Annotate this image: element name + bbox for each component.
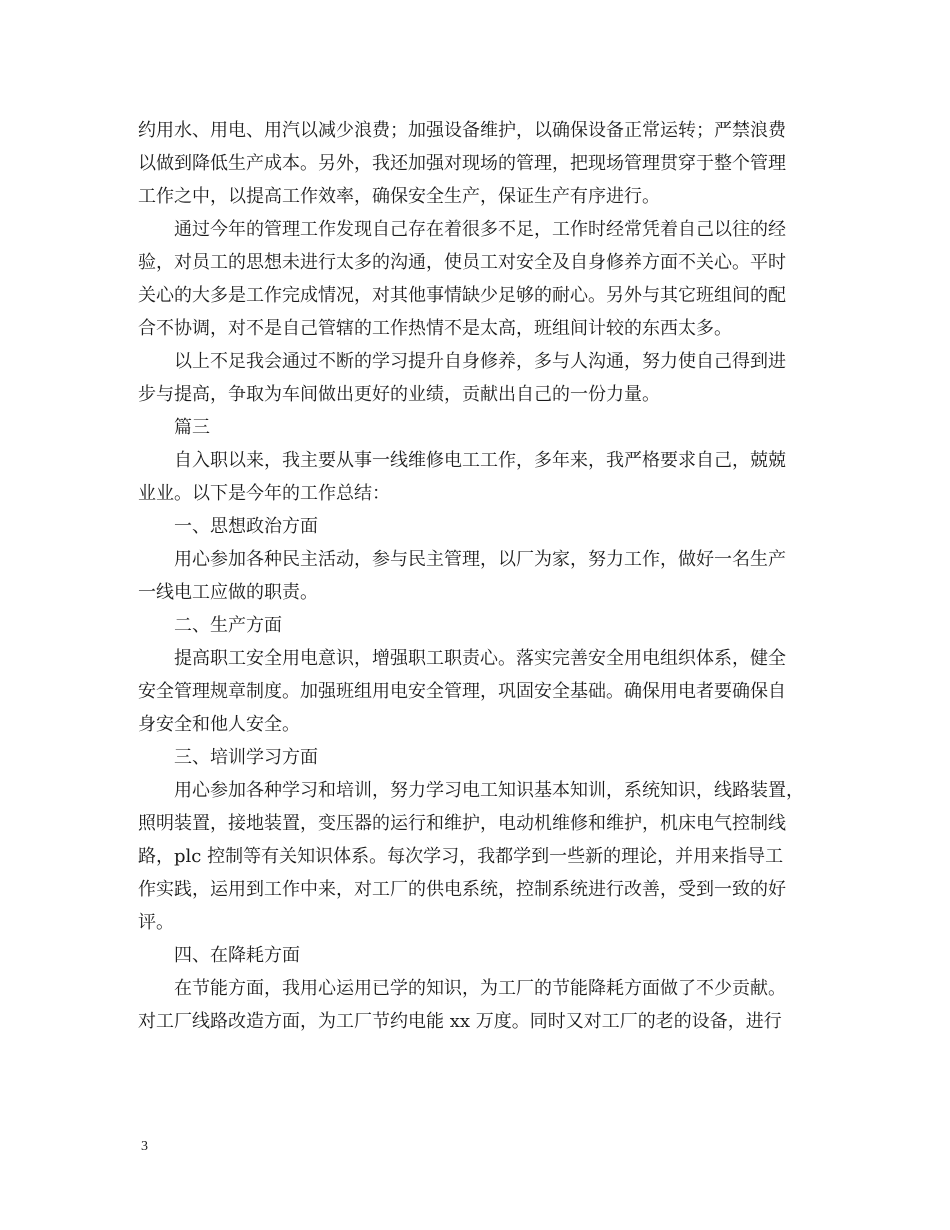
paragraph [138, 444, 828, 510]
paragraph-line: 一线电工应做的职责。 [138, 582, 318, 603]
paragraph [138, 972, 828, 1038]
paragraph-line: 评。 [138, 912, 174, 933]
paragraph-line: 在节能方面，我用心运用已学的知识，为工厂的节能降耗方面做了不少贡献。 [174, 978, 786, 999]
paragraph-line: 篇三 [174, 417, 210, 438]
paragraph-line: 提高职工安全用电意识，增强职工职责心。落实完善安全用电组织体系，健全 [174, 648, 786, 669]
paragraph-line: 通过今年的管理工作发现自己存在着很多不足，工作时经常凭着自己以往的经 [174, 219, 786, 240]
paragraph [138, 543, 828, 609]
paragraph-line: 步与提高，争取为车间做出更好的业绩，贡献出自己的一份力量。 [138, 384, 660, 405]
paragraph-line: 二、生产方面 [174, 615, 282, 636]
paragraph-line: 对工厂线路改造方面，为工厂节约电能 xx 万度。同时又对工厂的老的设备，进行 [138, 1011, 782, 1032]
paragraph-line: 照明装置，接地装置，变压器的运行和维护，电动机维修和维护，机床电气控制线 [138, 813, 786, 834]
paragraph-line: 自入职以来，我主要从事一线维修电工工作，多年来，我严格要求自己，兢兢 [174, 450, 786, 471]
paragraph-line: 合不协调，对不是自己管辖的工作热情不是太高，班组间计较的东西太多。 [138, 318, 732, 339]
paragraph-line: 以上不足我会通过不断的学习提升自身修养，多与人沟通，努力使自己得到进 [174, 351, 786, 372]
paragraph-line: 业业。以下是今年的工作总结： [138, 483, 390, 504]
paragraph-line: 验，对员工的思想未进行太多的沟通，使员工对安全及自身修养方面不关心。平时 [138, 252, 786, 273]
paragraph-line: 工作之中，以提高工作效率，确保安全生产，保证生产有序进行。 [138, 186, 660, 207]
paragraph-line: 三、培训学习方面 [174, 747, 318, 768]
paragraph-line: 四、在降耗方面 [174, 945, 300, 966]
paragraph-line: 用心参加各种学习和培训，努力学习电工知识基本知训，系统知识，线路装置， [174, 780, 804, 801]
paragraph-line: 安全管理规章制度。加强班组用电安全管理，巩固安全基础。确保用电者要确保自 [138, 681, 786, 702]
paragraph [138, 774, 828, 939]
paragraph [138, 510, 828, 543]
paragraph [138, 939, 828, 972]
paragraph [138, 642, 828, 741]
paragraph-line: 约用水、用电、用汽以减少浪费；加强设备维护，以确保设备正常运转；严禁浪费 [138, 120, 786, 141]
paragraph [138, 411, 828, 444]
paragraph-line: 用心参加各种民主活动，参与民主管理，以厂为家，努力工作，做好一名生产 [174, 549, 786, 570]
paragraph-line: 一、思想政治方面 [174, 516, 318, 537]
paragraph [138, 213, 828, 345]
paragraph-line: 以做到降低生产成本。另外，我还加强对现场的管理，把现场管理贯穿于整个管理 [138, 153, 786, 174]
paragraph [138, 345, 828, 411]
page-number: 3 [141, 1139, 148, 1154]
paragraph-line: 作实践，运用到工作中来，对工厂的供电系统，控制系统进行改善，受到一致的好 [138, 879, 786, 900]
paragraph [138, 609, 828, 642]
paragraph [138, 741, 828, 774]
document-body [138, 114, 828, 1038]
paragraph-line: 身安全和他人安全。 [138, 714, 300, 735]
paragraph-line: 路，plc 控制等有关知识体系。每次学习，我都学到一些新的理论，并用来指导工 [138, 846, 784, 867]
paragraph [138, 114, 828, 213]
paragraph-line: 关心的大多是工作完成情况，对其他事情缺少足够的耐心。另外与其它班组间的配 [138, 285, 786, 306]
